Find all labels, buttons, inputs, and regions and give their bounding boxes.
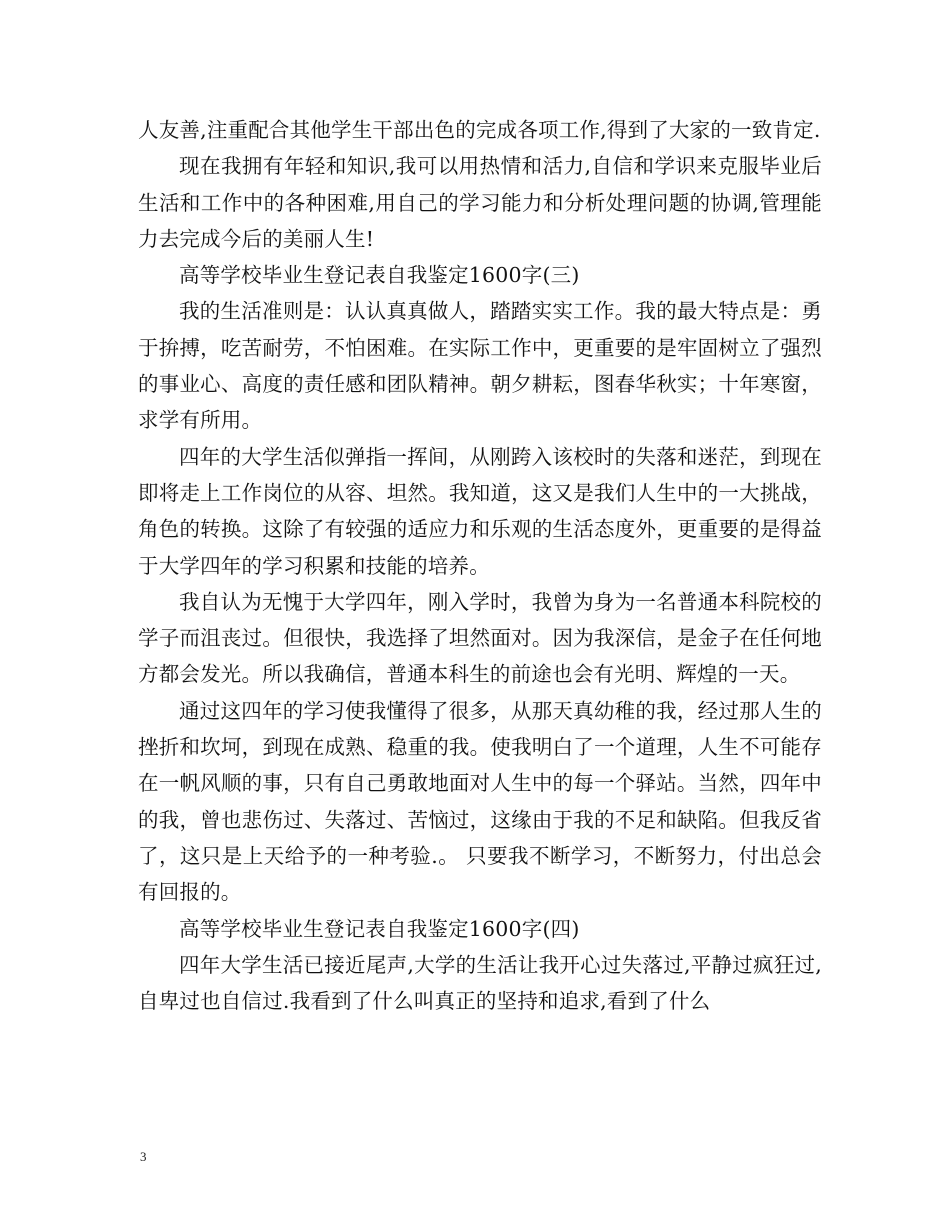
paragraph-four-years: 四年的大学生活似弹指一挥间，从刚跨入该校时的失落和迷茫，到现在即将走上工作岗位的从容、坦然。我知道，这又是我们人生中的一大挑战，角色的转换。这除了有较强的适应力和乐观的生活态度外，更重要的是得益于大学四年的学习积累和技能的培养。 — [138, 444, 822, 578]
paragraph-continuation: 人友善,注重配合其他学生干部出色的完成各项工作,得到了大家的一致肯定. — [138, 118, 821, 142]
section-heading-3: 高等学校毕业生登记表自我鉴定1600字(三) — [179, 263, 580, 288]
section-heading-4: 高等学校毕业生登记表自我鉴定1600字(四) — [179, 916, 580, 941]
paragraph-confidence: 现在我拥有年轻和知识,我可以用热情和活力,自信和学识来克服毕业后生活和工作中的各种困难,用自己的学习能力和分析处理问题的协调,管理能力去完成今后的美丽人生! — [138, 154, 822, 251]
paragraph-lessons: 通过这四年的学习使我懂得了很多，从那天真幼稚的我，经过那人生的挫折和坎坷，到现在成熟、稳重的我。使我明白了一个道理，人生不可能存在一帆风顺的事，只有自己勇敢地面对人生中的每一个驿站。当然，四年中的我，曾也悲伤过、失落过、苦恼过，这缘由于我的不足和缺陷。但我反省了，这只是上天给予的一种考验.。 只要我不断学习，不断努力，付出总会有回报的。 — [138, 698, 822, 905]
document-body — [138, 112, 822, 1019]
paragraph-university-end: 四年大学生活已接近尾声,大学的生活让我开心过失落过,平静过疯狂过,自卑过也自信过.我看到了什么叫真正的坚持和追求,看到了什么 — [138, 952, 822, 1014]
paragraph-self-assessment: 我自认为无愧于大学四年，刚入学时，我曾为身为一名普通本科院校的学子而沮丧过。但很快，我选择了坦然面对。因为我深信，是金子在任何地方都会发光。所以我确信，普通本科生的前途也会有光明、辉煌的一天。 — [138, 589, 822, 687]
page-number: 3 — [140, 1149, 147, 1164]
paragraph-life-principles: 我的生活准则是：认认真真做人，踏踏实实工作。我的最大特点是：勇于拚搏，吃苦耐劳，不怕困难。在实际工作中，更重要的是牢固树立了强烈的事业心、高度的责任感和团队精神。朝夕耕耘，图春华秋实；十年寒窗，求学有所用。 — [138, 299, 822, 433]
